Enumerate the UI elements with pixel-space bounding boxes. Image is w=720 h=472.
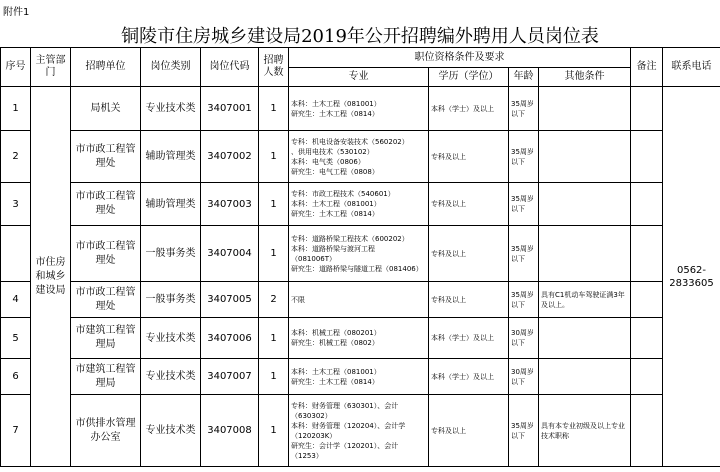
cell-major: [289, 183, 429, 226]
cell-unit: 市建筑工程管理局: [71, 359, 141, 395]
cell-post-type: 一般事务类: [141, 226, 201, 282]
cell-post-type: 辅助管理类: [141, 183, 201, 226]
header-phone: 联系电话: [663, 48, 720, 87]
major-line: 研究生：机械工程（0802）: [291, 339, 379, 347]
cell-seq: 5: [1, 318, 31, 359]
cell-unit: 市供排水管理办公室: [71, 395, 141, 467]
dept-name: 市住房和城乡建设局: [35, 256, 66, 296]
cell-education: 专科及以上: [429, 131, 509, 183]
header-age: 年龄: [509, 68, 539, 87]
cell-post-code: 3407007: [201, 359, 259, 395]
header-unit: 招聘单位: [71, 48, 141, 87]
cell-major: [289, 87, 429, 131]
cell-age: 35周岁以下: [509, 131, 539, 183]
cell-post-code: 3407008: [201, 395, 259, 467]
cell-major: [289, 395, 429, 467]
cell-count: 1: [259, 183, 289, 226]
header-post-type: 岗位类别: [141, 48, 201, 87]
major-line: 研究生：电气工程（0808）: [291, 167, 379, 176]
major-line: （1253）: [291, 451, 323, 460]
major-line: 本科：道路桥梁与渡河工程: [291, 244, 375, 253]
cell-post-code: 3407001: [201, 87, 259, 131]
cell-education: 专科及以上: [429, 395, 509, 467]
header-requirements: 职位资格条件及要求: [289, 48, 631, 68]
cell-post-type: 辅助管理类: [141, 131, 201, 183]
cell-unit: 局机关: [71, 87, 141, 131]
cell-seq: 7: [1, 395, 31, 467]
cell-education: 专科及以上: [429, 226, 509, 282]
cell-post-code: 3407005: [201, 282, 259, 318]
cell-post-type: 专业技术类: [141, 87, 201, 131]
major-line: 研究生：土木工程（0814）: [291, 109, 379, 118]
cell-other: [539, 359, 631, 395]
cell-major: [289, 131, 429, 183]
header-row-1: [1, 48, 720, 68]
cell-age: 35周岁以下: [509, 183, 539, 226]
cell-remark: [631, 318, 663, 359]
cell-unit: 市市政工程管理处: [71, 282, 141, 318]
header-post-code: 岗位代码: [201, 48, 259, 87]
cell-education: 本科（学士）及以上: [429, 318, 509, 359]
cell-seq: 1: [1, 87, 31, 131]
cell-count: 1: [259, 87, 289, 131]
major-line: 本科：机械工程（080201）: [291, 329, 381, 337]
major-line: 本科：电气类（0806）: [291, 157, 365, 166]
table-row: [1, 395, 720, 467]
cell-post-type: 一般事务类: [141, 282, 201, 318]
major-line: 研究生：道路桥梁与隧道工程（081406）: [291, 264, 423, 273]
cell-major: [289, 282, 429, 318]
cell-post-code: 3407002: [201, 131, 259, 183]
cell-phone: [663, 87, 720, 467]
major-line: 本科：土木工程（081001）: [291, 200, 381, 208]
cell-count: 2: [259, 282, 289, 318]
header-seq: 序号: [1, 48, 31, 87]
cell-age: 35周岁以下: [509, 87, 539, 131]
header-count: 招聘人数: [259, 48, 289, 87]
major-line: （630302）: [291, 411, 332, 420]
major-line: 专科：道路桥梁工程技术（600202）: [291, 234, 409, 243]
cell-other: 具有C1机动车驾驶证满3年及以上。: [539, 282, 631, 318]
major-line: （081006T）: [291, 254, 336, 263]
cell-major: [289, 359, 429, 395]
major-line: 本科：土木工程（081001）: [291, 99, 381, 108]
major-line: 不限: [291, 295, 305, 304]
cell-post-code: 3407003: [201, 183, 259, 226]
cell-unit: 市市政工程管理处: [71, 131, 141, 183]
table-row: [1, 183, 720, 226]
major-line: 本科：财务管理（120204）、会计学: [291, 421, 406, 430]
cell-unit: 市市政工程管理处: [71, 183, 141, 226]
cell-seq: 4: [1, 282, 31, 318]
page-title: 铜陵市住房城乡建设局2019年公开招聘编外聘用人员岗位表: [121, 26, 599, 47]
cell-remark: [631, 282, 663, 318]
header-major: 专业: [289, 68, 429, 87]
major-line: 研究生：土木工程（0814）: [291, 377, 379, 386]
cell-post-type: 专业技术类: [141, 359, 201, 395]
cell-post-type: 专业技术类: [141, 395, 201, 467]
cell-count: 1: [259, 359, 289, 395]
cell-education: 本科（学士）及以上: [429, 359, 509, 395]
cell-education: 专科及以上: [429, 282, 509, 318]
major-line: （120203K）: [291, 431, 337, 440]
table-row: [1, 87, 720, 131]
cell-age: 35周岁以下: [509, 282, 539, 318]
cell-remark: [631, 359, 663, 395]
cell-age: 30周岁以下: [509, 318, 539, 359]
cell-post-code: 3407006: [201, 318, 259, 359]
header-remark: 备注: [631, 48, 663, 87]
annex-label: 附件1: [3, 7, 30, 18]
cell-seq: 3: [1, 183, 31, 226]
table-row: [1, 131, 720, 183]
cell-post-code: 3407004: [201, 226, 259, 282]
cell-age: 30周岁以下: [509, 359, 539, 395]
cell-age: 35周岁以下: [509, 226, 539, 282]
cell-unit: 市市政工程管理处: [71, 226, 141, 282]
cell-education: 专科及以上: [429, 183, 509, 226]
cell-other: [539, 87, 631, 131]
header-other: 其他条件: [539, 68, 631, 87]
cell-seq: 2: [1, 131, 31, 183]
cell-education: 本科（学士）及以上: [429, 87, 509, 131]
cell-other: [539, 226, 631, 282]
cell-count: 1: [259, 318, 289, 359]
cell-count: 1: [259, 395, 289, 467]
cell-seq: [1, 226, 31, 282]
cell-remark: [631, 395, 663, 467]
table-row: [1, 359, 720, 395]
cell-age: 35周岁以下: [509, 395, 539, 467]
phone-number: 0562-2833605: [669, 264, 714, 289]
header-dept: 主管部门: [31, 48, 71, 87]
cell-count: 1: [259, 226, 289, 282]
cell-remark: [631, 226, 663, 282]
cell-remark: [631, 87, 663, 131]
cell-post-type: 专业技术类: [141, 318, 201, 359]
cell-remark: [631, 183, 663, 226]
major-line: 本科：土木工程（081001）: [291, 367, 381, 376]
positions-table: [0, 47, 720, 467]
table-row: [1, 226, 720, 282]
cell-major: [289, 318, 429, 359]
cell-unit: 市建筑工程管理局: [71, 318, 141, 359]
cell-count: 1: [259, 131, 289, 183]
major-line: 专科：市政工程技术（540601）: [291, 190, 395, 198]
cell-other: [539, 131, 631, 183]
major-line: 、供用电技术（530102）: [291, 147, 374, 156]
cell-other: 具有本专业初级及以上专业技术职称: [539, 395, 631, 467]
table-row: [1, 282, 720, 318]
cell-remark: [631, 131, 663, 183]
cell-dept: [31, 87, 71, 467]
cell-other: [539, 318, 631, 359]
major-line: 研究生：土木工程（0814）: [291, 210, 379, 218]
major-line: 专科：机电设备安装技术（560202）: [291, 137, 409, 146]
cell-seq: 6: [1, 359, 31, 395]
major-line: 专科：财务管理（630301）、会计: [291, 401, 399, 410]
cell-major: [289, 226, 429, 282]
major-line: 研究生：会计学（120201）、会计: [291, 441, 399, 450]
table-row: [1, 318, 720, 359]
cell-other: [539, 183, 631, 226]
header-education: 学历（学位）: [429, 68, 509, 87]
